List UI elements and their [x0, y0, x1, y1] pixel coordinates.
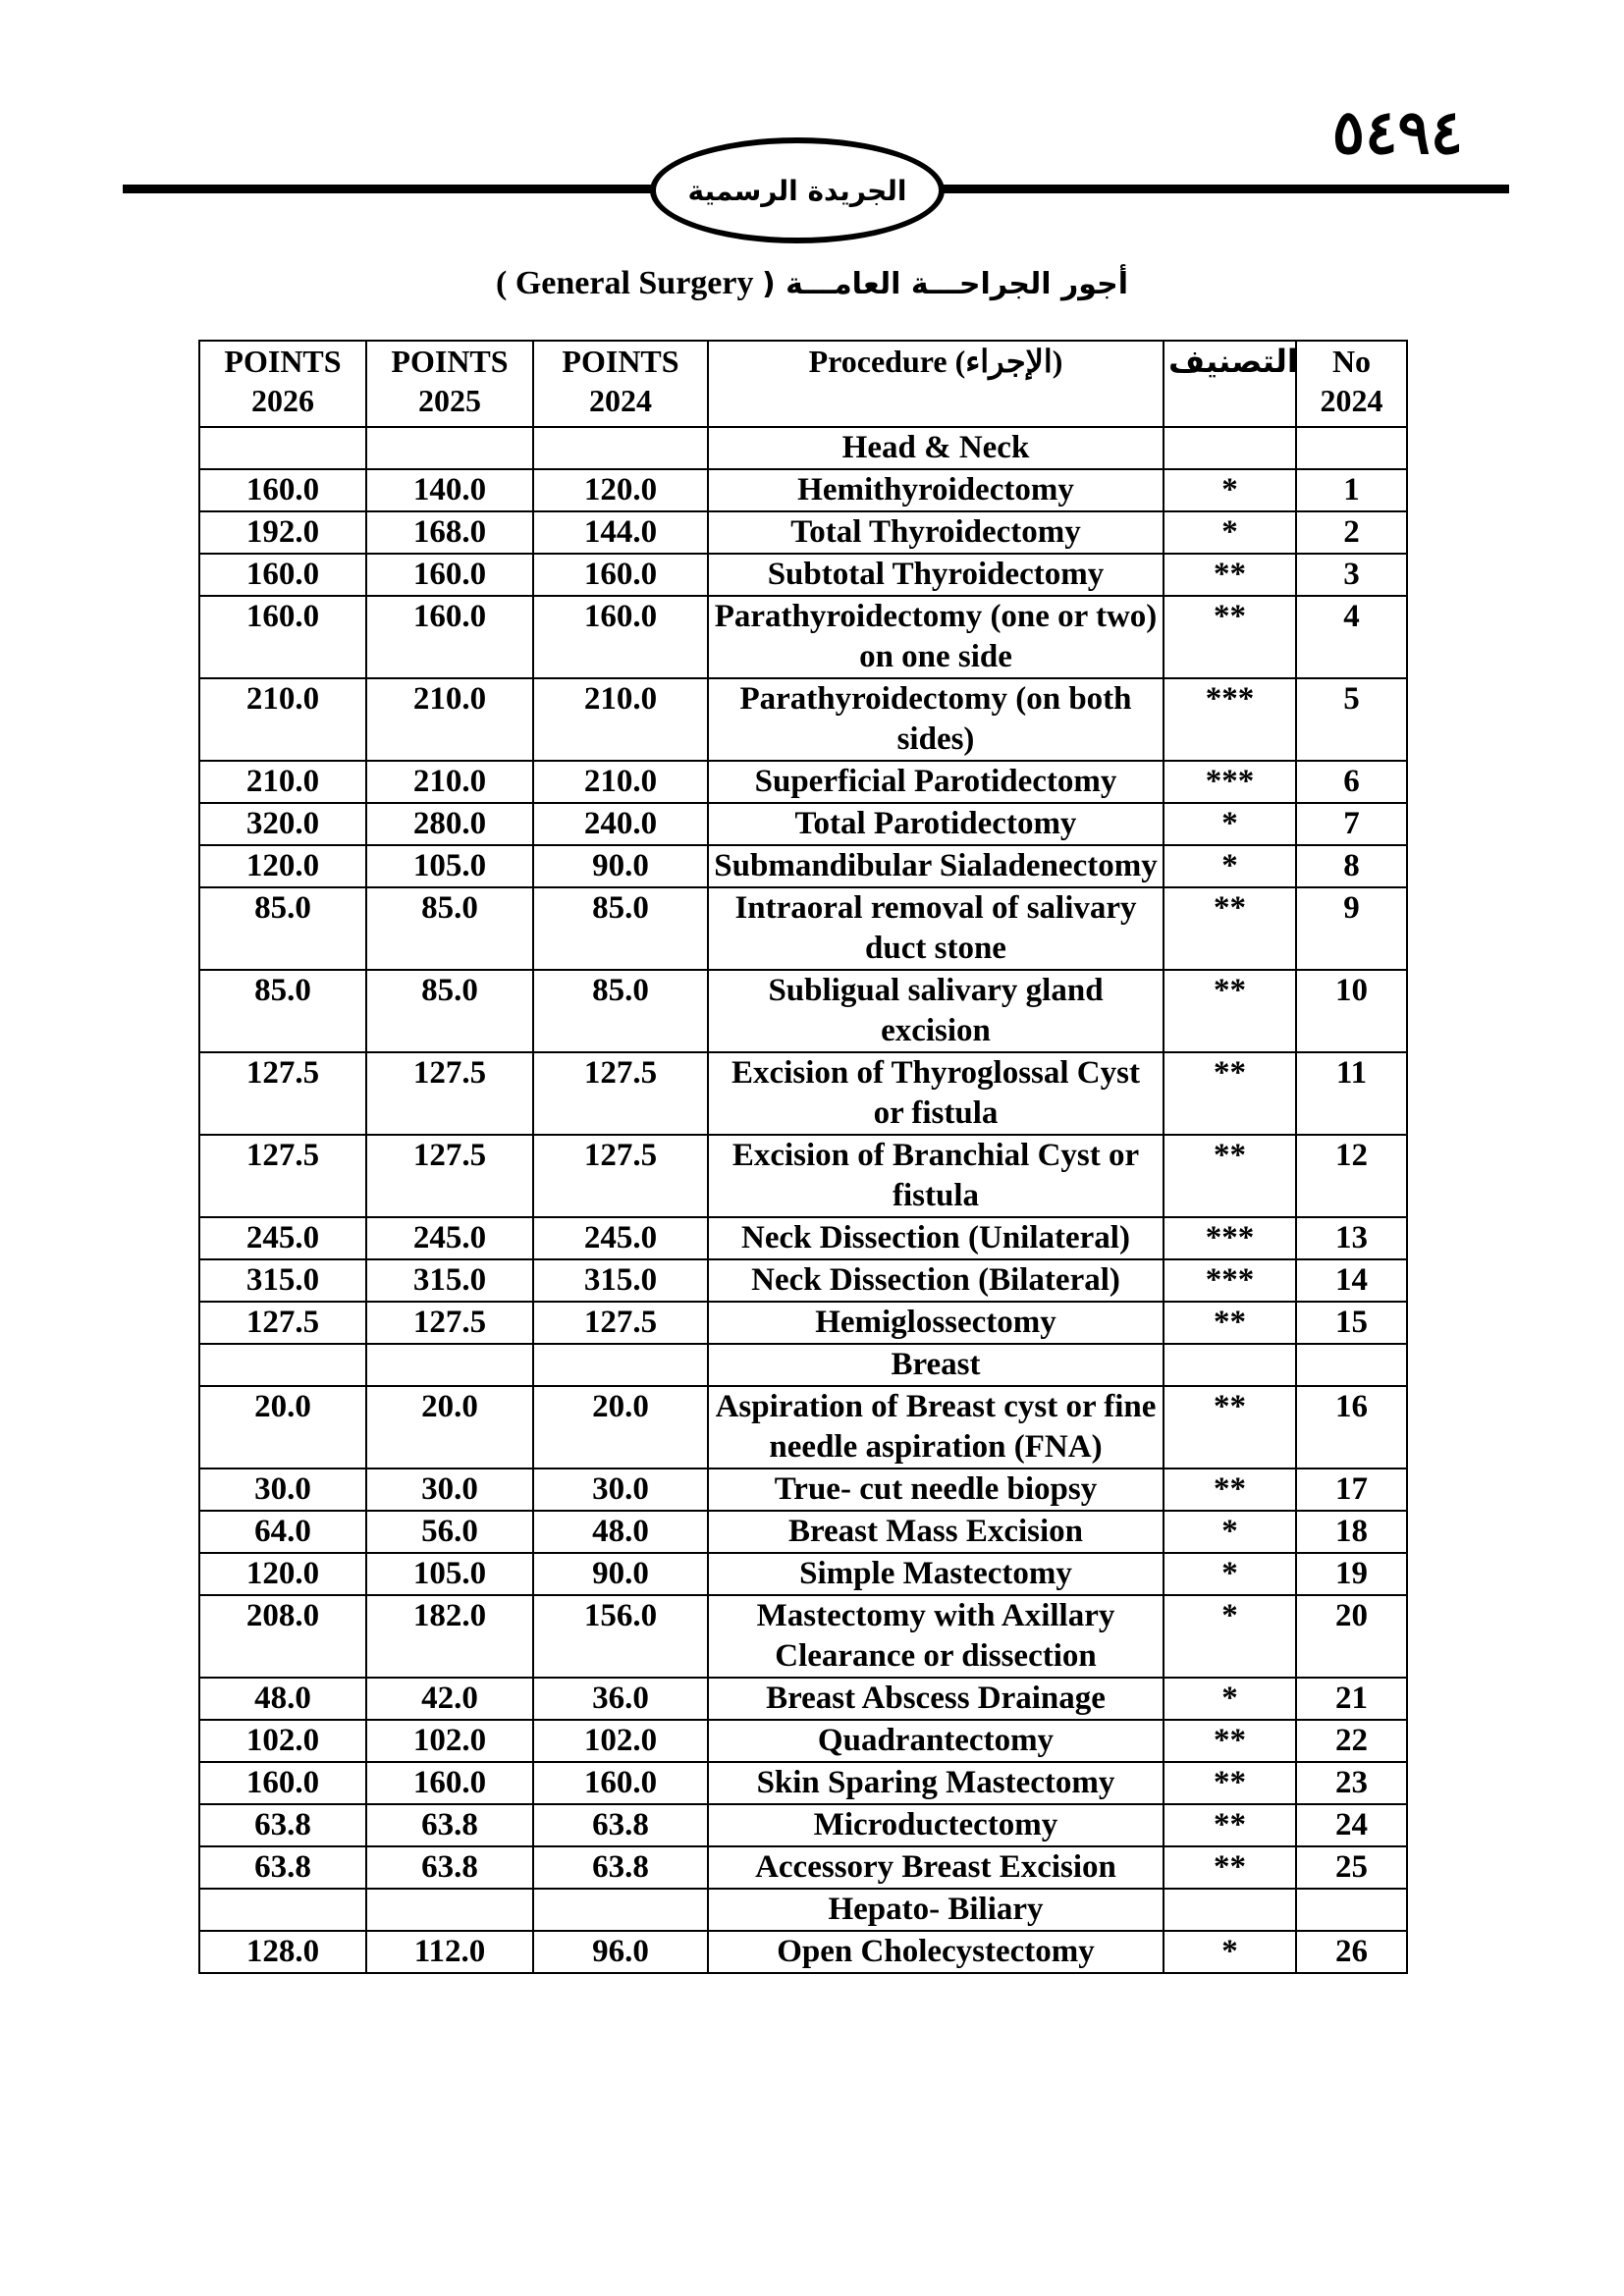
points-2026-cell: 48.0 [199, 1678, 366, 1720]
points-2026-cell: 20.0 [199, 1386, 366, 1468]
number-cell: 19 [1296, 1553, 1407, 1595]
section-label: Hepato- Biliary [708, 1889, 1164, 1931]
points-2025-cell: 105.0 [366, 845, 533, 887]
table-row [199, 1678, 1407, 1720]
points-2024-cell: 127.5 [533, 1135, 708, 1217]
points-2026-cell: 315.0 [199, 1259, 366, 1302]
points-2025-cell: 160.0 [366, 596, 533, 678]
points-2024-cell: 144.0 [533, 511, 708, 554]
points-2024-cell: 63.8 [533, 1846, 708, 1889]
number-cell: 2 [1296, 511, 1407, 554]
classification-cell: ** [1164, 1052, 1296, 1135]
number-cell: 18 [1296, 1511, 1407, 1553]
section-row [199, 427, 1407, 469]
table-body [199, 427, 1407, 1973]
classification-cell: ** [1164, 1762, 1296, 1804]
procedure-cell: Subtotal Thyroidectomy [708, 554, 1164, 596]
classification-cell: ** [1164, 970, 1296, 1052]
points-2026-cell: 210.0 [199, 678, 366, 761]
points-2026-cell: 85.0 [199, 970, 366, 1052]
points-2026-cell: 120.0 [199, 1553, 366, 1595]
points-2025-cell: 182.0 [366, 1595, 533, 1678]
empty-cell [366, 1344, 533, 1386]
table-row [199, 1302, 1407, 1344]
points-2025-cell: 210.0 [366, 678, 533, 761]
points-2025-cell: 140.0 [366, 469, 533, 511]
table-row [199, 1468, 1407, 1511]
classification-cell: * [1164, 469, 1296, 511]
number-cell: 9 [1296, 887, 1407, 970]
classification-cell: ** [1164, 1846, 1296, 1889]
points-2026-cell: 320.0 [199, 803, 366, 845]
procedure-cell: Neck Dissection (Bilateral) [708, 1259, 1164, 1302]
section-label: Breast [708, 1344, 1164, 1386]
number-cell: 14 [1296, 1259, 1407, 1302]
classification-cell: ** [1164, 554, 1296, 596]
empty-cell [533, 427, 708, 469]
points-2024-cell: 315.0 [533, 1259, 708, 1302]
number-cell: 4 [1296, 596, 1407, 678]
table-row [199, 1846, 1407, 1889]
number-cell: 3 [1296, 554, 1407, 596]
procedure-cell: Parathyroidectomy (on both sides) [708, 678, 1164, 761]
classification-cell: ** [1164, 1135, 1296, 1217]
empty-cell [533, 1344, 708, 1386]
number-cell: 23 [1296, 1762, 1407, 1804]
classification-cell: * [1164, 1931, 1296, 1973]
number-cell: 1 [1296, 469, 1407, 511]
points-2025-cell: 127.5 [366, 1052, 533, 1135]
empty-cell [1164, 1344, 1296, 1386]
points-2026-cell: 208.0 [199, 1595, 366, 1678]
empty-cell [1296, 1344, 1407, 1386]
number-cell: 22 [1296, 1720, 1407, 1762]
procedure-cell: Simple Mastectomy [708, 1553, 1164, 1595]
section-row [199, 1889, 1407, 1931]
table-row [199, 1720, 1407, 1762]
points-2024-cell: 96.0 [533, 1931, 708, 1973]
title-english: ( General Surgery [496, 265, 762, 301]
classification-cell: ** [1164, 1720, 1296, 1762]
points-2026-cell: 160.0 [199, 469, 366, 511]
table-row [199, 554, 1407, 596]
table-row [199, 845, 1407, 887]
classification-cell: ** [1164, 1302, 1296, 1344]
header-points-2025: POINTS 2025 [366, 341, 533, 427]
points-2025-cell: 210.0 [366, 761, 533, 803]
procedure-cell: Skin Sparing Mastectomy [708, 1762, 1164, 1804]
points-2025-cell: 112.0 [366, 1931, 533, 1973]
procedure-cell: Subligual salivary gland excision [708, 970, 1164, 1052]
number-cell: 7 [1296, 803, 1407, 845]
empty-cell [533, 1889, 708, 1931]
points-2024-cell: 30.0 [533, 1468, 708, 1511]
classification-cell: ** [1164, 596, 1296, 678]
table-row [199, 1762, 1407, 1804]
points-2024-cell: 240.0 [533, 803, 708, 845]
header-points-2024: POINTS 2024 [533, 341, 708, 427]
points-2025-cell: 127.5 [366, 1302, 533, 1344]
procedure-cell: Total Thyroidectomy [708, 511, 1164, 554]
points-2026-cell: 160.0 [199, 1762, 366, 1804]
procedure-cell: Intraoral removal of salivary duct stone [708, 887, 1164, 970]
empty-cell [1296, 427, 1407, 469]
procedure-cell: Quadrantectomy [708, 1720, 1164, 1762]
points-2024-cell: 36.0 [533, 1678, 708, 1720]
title-arabic: أجور الجراحـــة العامـــة ( [762, 267, 1128, 301]
points-2025-cell: 30.0 [366, 1468, 533, 1511]
points-2026-cell: 63.8 [199, 1846, 366, 1889]
page-number: ٥٤٩٤ [1331, 100, 1463, 167]
points-2024-cell: 210.0 [533, 678, 708, 761]
table-row [199, 469, 1407, 511]
number-cell: 20 [1296, 1595, 1407, 1678]
header-points-2026: POINTS 2026 [199, 341, 366, 427]
procedure-cell: Submandibular Sialadenectomy [708, 845, 1164, 887]
table-row [199, 803, 1407, 845]
number-cell: 12 [1296, 1135, 1407, 1217]
points-2025-cell: 20.0 [366, 1386, 533, 1468]
classification-cell: ** [1164, 1804, 1296, 1846]
points-2024-cell: 156.0 [533, 1595, 708, 1678]
procedure-cell: Neck Dissection (Unilateral) [708, 1217, 1164, 1259]
points-2026-cell: 102.0 [199, 1720, 366, 1762]
table-row [199, 511, 1407, 554]
points-2026-cell: 64.0 [199, 1511, 366, 1553]
points-2024-cell: 85.0 [533, 970, 708, 1052]
points-2026-cell: 128.0 [199, 1931, 366, 1973]
points-2025-cell: 63.8 [366, 1804, 533, 1846]
empty-cell [1296, 1889, 1407, 1931]
points-2025-cell: 245.0 [366, 1217, 533, 1259]
points-2024-cell: 210.0 [533, 761, 708, 803]
procedure-cell: Total Parotidectomy [708, 803, 1164, 845]
section-row [199, 1344, 1407, 1386]
table-row [199, 761, 1407, 803]
masthead-title: الجريدة الرسمية [687, 174, 907, 207]
number-cell: 11 [1296, 1052, 1407, 1135]
points-2025-cell: 105.0 [366, 1553, 533, 1595]
points-2025-cell: 63.8 [366, 1846, 533, 1889]
fees-table [198, 340, 1408, 1974]
points-2024-cell: 90.0 [533, 845, 708, 887]
classification-cell: ** [1164, 887, 1296, 970]
procedure-cell: Hemiglossectomy [708, 1302, 1164, 1344]
points-2024-cell: 63.8 [533, 1804, 708, 1846]
points-2026-cell: 210.0 [199, 761, 366, 803]
empty-cell [199, 427, 366, 469]
table-header-row [199, 341, 1407, 427]
header-classification: التصنيف [1164, 341, 1296, 427]
points-2024-cell: 160.0 [533, 1762, 708, 1804]
classification-cell: *** [1164, 761, 1296, 803]
points-2026-cell: 120.0 [199, 845, 366, 887]
empty-cell [1164, 427, 1296, 469]
table-row [199, 970, 1407, 1052]
procedure-cell: Hemithyroidectomy [708, 469, 1164, 511]
table-row [199, 1386, 1407, 1468]
procedure-cell: Aspiration of Breast cyst or fine needle aspiration (FNA) [708, 1386, 1164, 1468]
masthead-oval [650, 137, 945, 243]
procedure-cell: Excision of Thyroglossal Cyst or fistula [708, 1052, 1164, 1135]
empty-cell [366, 1889, 533, 1931]
procedure-cell: Microductectomy [708, 1804, 1164, 1846]
number-cell: 10 [1296, 970, 1407, 1052]
points-2025-cell: 315.0 [366, 1259, 533, 1302]
points-2024-cell: 127.5 [533, 1052, 708, 1135]
classification-cell: *** [1164, 1217, 1296, 1259]
table-row [199, 1259, 1407, 1302]
number-cell: 17 [1296, 1468, 1407, 1511]
points-2024-cell: 20.0 [533, 1386, 708, 1468]
table-row [199, 887, 1407, 970]
empty-cell [199, 1889, 366, 1931]
points-2026-cell: 127.5 [199, 1135, 366, 1217]
points-2026-cell: 127.5 [199, 1052, 366, 1135]
table-row [199, 1135, 1407, 1217]
points-2024-cell: 85.0 [533, 887, 708, 970]
procedure-cell: Breast Abscess Drainage [708, 1678, 1164, 1720]
classification-cell: * [1164, 1595, 1296, 1678]
procedure-cell: Open Cholecystectomy [708, 1931, 1164, 1973]
points-2025-cell: 85.0 [366, 970, 533, 1052]
procedure-cell: True- cut needle biopsy [708, 1468, 1164, 1511]
number-cell: 24 [1296, 1804, 1407, 1846]
empty-cell [366, 427, 533, 469]
points-2024-cell: 102.0 [533, 1720, 708, 1762]
points-2025-cell: 280.0 [366, 803, 533, 845]
points-2025-cell: 160.0 [366, 554, 533, 596]
table-row [199, 1217, 1407, 1259]
number-cell: 21 [1296, 1678, 1407, 1720]
number-cell: 8 [1296, 845, 1407, 887]
points-2026-cell: 160.0 [199, 554, 366, 596]
points-2026-cell: 63.8 [199, 1804, 366, 1846]
table-row [199, 1931, 1407, 1973]
points-2026-cell: 30.0 [199, 1468, 366, 1511]
points-2024-cell: 90.0 [533, 1553, 708, 1595]
points-2024-cell: 160.0 [533, 596, 708, 678]
empty-cell [199, 1344, 366, 1386]
points-2024-cell: 120.0 [533, 469, 708, 511]
table-row [199, 1052, 1407, 1135]
points-2026-cell: 160.0 [199, 596, 366, 678]
points-2024-cell: 127.5 [533, 1302, 708, 1344]
document-title [196, 265, 1428, 302]
number-cell: 13 [1296, 1217, 1407, 1259]
points-2026-cell: 192.0 [199, 511, 366, 554]
procedure-cell: Superficial Parotidectomy [708, 761, 1164, 803]
classification-cell: *** [1164, 1259, 1296, 1302]
points-2025-cell: 56.0 [366, 1511, 533, 1553]
classification-cell: ** [1164, 1468, 1296, 1511]
header-procedure: Procedure (الإجراء) [708, 341, 1164, 427]
procedure-cell: Excision of Branchial Cyst or fistula [708, 1135, 1164, 1217]
points-2026-cell: 245.0 [199, 1217, 366, 1259]
classification-cell: * [1164, 511, 1296, 554]
points-2025-cell: 42.0 [366, 1678, 533, 1720]
table-row [199, 1804, 1407, 1846]
points-2025-cell: 160.0 [366, 1762, 533, 1804]
points-2026-cell: 85.0 [199, 887, 366, 970]
classification-cell: * [1164, 1678, 1296, 1720]
number-cell: 26 [1296, 1931, 1407, 1973]
number-cell: 25 [1296, 1846, 1407, 1889]
number-cell: 5 [1296, 678, 1407, 761]
table-row [199, 678, 1407, 761]
number-cell: 6 [1296, 761, 1407, 803]
procedure-cell: Mastectomy with Axillary Clearance or dissection [708, 1595, 1164, 1678]
points-2025-cell: 168.0 [366, 511, 533, 554]
points-2026-cell: 127.5 [199, 1302, 366, 1344]
points-2025-cell: 102.0 [366, 1720, 533, 1762]
table-row [199, 1511, 1407, 1553]
header-no: No 2024 [1296, 341, 1407, 427]
procedure-cell: Breast Mass Excision [708, 1511, 1164, 1553]
section-label: Head & Neck [708, 427, 1164, 469]
procedure-cell: Accessory Breast Excision [708, 1846, 1164, 1889]
points-2024-cell: 160.0 [533, 554, 708, 596]
points-2025-cell: 85.0 [366, 887, 533, 970]
classification-cell: *** [1164, 678, 1296, 761]
points-2024-cell: 48.0 [533, 1511, 708, 1553]
table-row [199, 1553, 1407, 1595]
points-2025-cell: 127.5 [366, 1135, 533, 1217]
points-2024-cell: 245.0 [533, 1217, 708, 1259]
table-row [199, 1595, 1407, 1678]
number-cell: 16 [1296, 1386, 1407, 1468]
procedure-cell: Parathyroidectomy (one or two) on one side [708, 596, 1164, 678]
classification-cell: * [1164, 803, 1296, 845]
classification-cell: * [1164, 1553, 1296, 1595]
classification-cell: * [1164, 845, 1296, 887]
empty-cell [1164, 1889, 1296, 1931]
table-row [199, 596, 1407, 678]
number-cell: 15 [1296, 1302, 1407, 1344]
classification-cell: * [1164, 1511, 1296, 1553]
classification-cell: ** [1164, 1386, 1296, 1468]
